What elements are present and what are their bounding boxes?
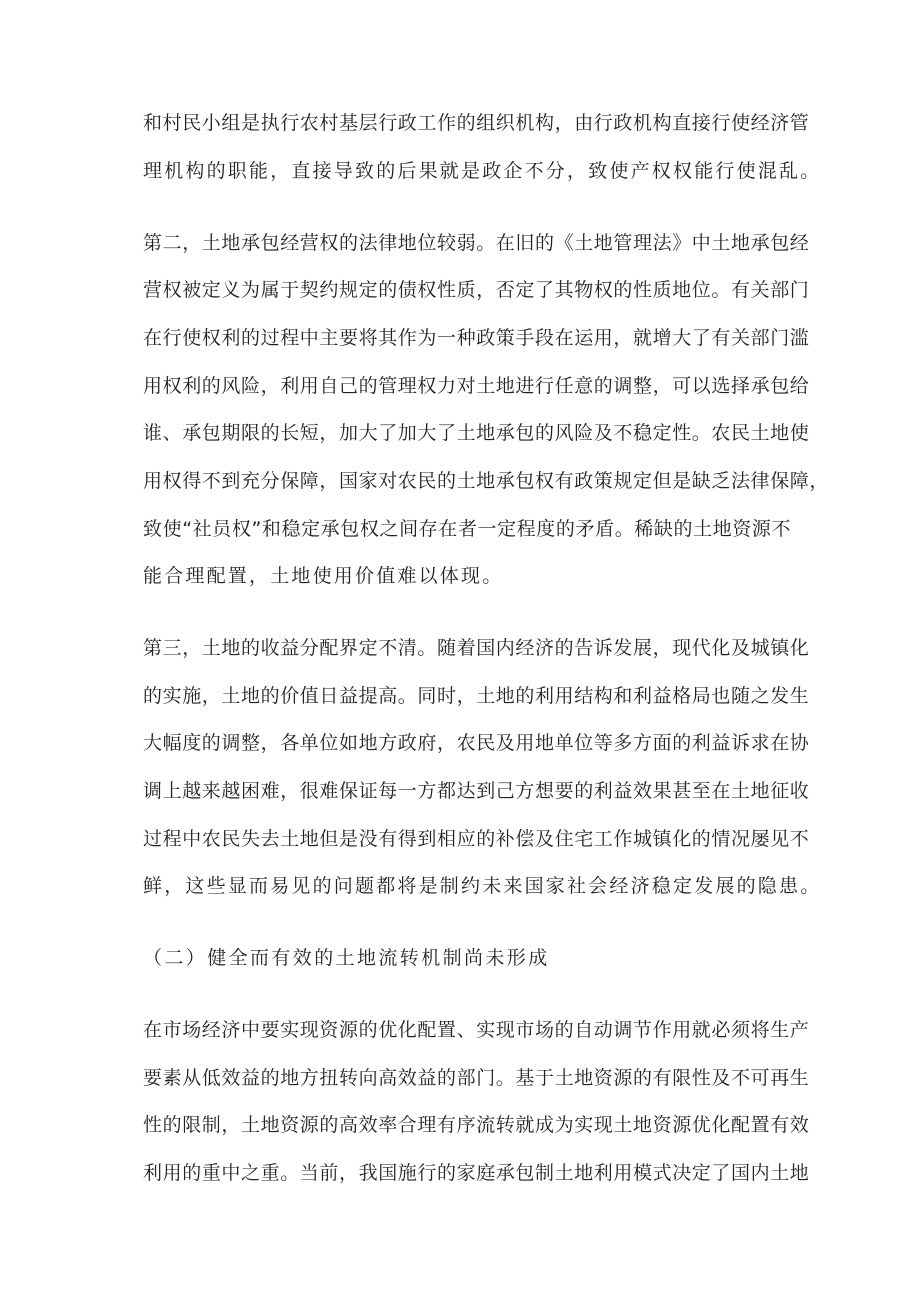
- text-line: 第二，土地承包经营权的法律地位较弱。在旧的《土地管理法》中土地承包经: [143, 232, 810, 254]
- text-line: 大幅度的调整，各单位如地方政府，农民及用地单位等多方面的利益诉求在协: [143, 732, 810, 754]
- text-line: 调上越来越困难，很难保证每一方都达到己方想要的利益效果甚至在土地征收: [143, 780, 810, 802]
- text-line: 利用的重中之重。当前，我国施行的家庭承包制土地利用模式决定了国内土地: [143, 1162, 810, 1184]
- text-line: 在市场经济中要实现资源的优化配置、实现市场的自动调节作用就必须将生产: [143, 1019, 810, 1041]
- text-line: 营权被定义为属于契约规定的债权性质，否定了其物权的性质地位。有关部门: [143, 279, 810, 301]
- text-line: 要素从低效益的地方扭转向高效益的部门。基于土地资源的有限性及不可再生: [143, 1067, 810, 1089]
- text-line: 的实施，土地的价值日益提高。同时，土地的利用结构和利益格局也随之发生: [143, 685, 810, 707]
- text-line: 谁、承包期限的长短，加大了加大了土地承包的风险及不稳定性。农民土地使: [143, 422, 810, 444]
- text-line: 鲜，这些显而易见的问题都将是制约未来国家社会经济稳定发展的隐患。: [143, 875, 822, 897]
- text-line: 第三，土地的收益分配界定不清。随着国内经济的告诉发展，现代化及城镇化: [143, 637, 810, 659]
- section-heading: （二）健全而有效的土地流转机制尚未形成: [143, 947, 550, 969]
- text-line: 理机构的职能，直接导致的后果就是政企不分，致使产权权能行使混乱。: [143, 160, 822, 182]
- text-line: 用权得不到充分保障，国家对农民的土地承包权有政策规定但是缺乏法律保障，: [143, 470, 830, 492]
- text-line: 在行使权利的过程中主要将其作为一种政策手段在运用，就增大了有关部门滥: [143, 327, 810, 349]
- text-line: 能合理配置，土地使用价值难以体现。: [143, 565, 504, 587]
- text-line: 用权利的风险，利用自己的管理权力对土地进行任意的调整，可以选择承包给: [143, 375, 810, 397]
- text-line: 性的限制，土地资源的高效率合理有序流转就成为实现土地资源优化配置有效: [143, 1114, 810, 1136]
- text-line: 过程中农民失去土地但是没有得到相应的补偿及住宅工作城镇化的情况屡见不: [143, 828, 810, 850]
- text-line: 和村民小组是执行农村基层行政工作的组织机构，由行政机构直接行使经济管: [143, 112, 810, 134]
- text-line: 致使“社员权”和稳定承包权之间存在者一定程度的矛盾。稀缺的土地资源不: [143, 518, 792, 540]
